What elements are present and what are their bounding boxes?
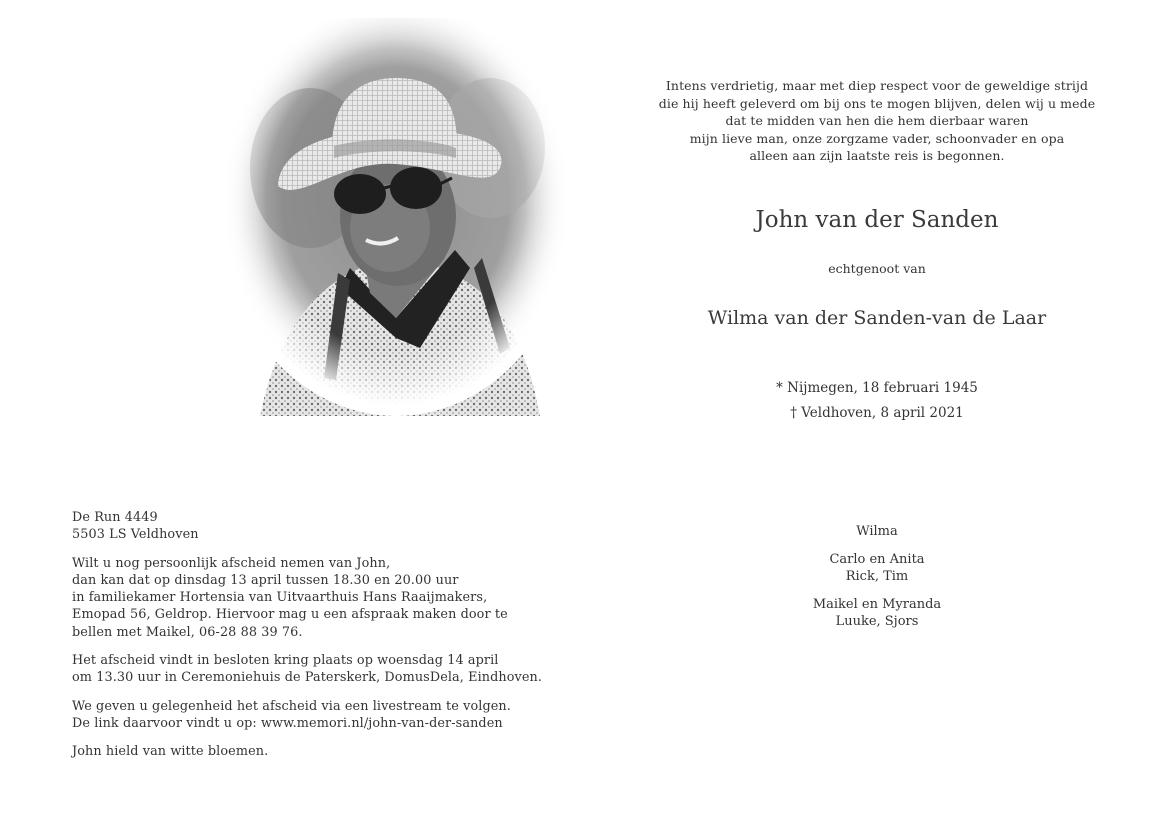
family-list	[630, 523, 1124, 641]
livestream-paragraph	[72, 698, 592, 733]
family-member: Rick, Tim	[845, 569, 909, 584]
intro-line: dat te midden van hen die hem dierbaar waren	[725, 113, 1029, 128]
visitation-paragraph	[72, 555, 592, 641]
family-member: Carlo en Anita	[829, 552, 925, 567]
family-member: Luuke, Sjors	[835, 614, 919, 629]
text-line: Wilt u nog persoonlijk afscheid nemen van John,	[72, 555, 391, 571]
portrait-photo	[220, 18, 572, 416]
text-line: We geven u gelegenheid het afscheid via een livestream te volgen.	[72, 698, 511, 714]
family-group	[630, 523, 1124, 540]
address-street: De Run 4449	[72, 510, 158, 525]
family-group	[630, 596, 1124, 630]
text-line: Het afscheid vindt in besloten kring plaats op woensdag 14 april	[72, 653, 499, 669]
family-member: Maikel en Myranda	[812, 597, 942, 612]
intro-line: mijn lieve man, onze zorgzame vader, schoonvader en opa	[689, 130, 1065, 146]
text-line: bellen met Maikel, 06-28 88 39 76.	[72, 624, 303, 640]
birth-date: * Nijmegen, 18 februari 1945	[776, 380, 978, 396]
text-line: om 13.30 uur in Ceremoniehuis de Paterskerk, DomusDela, Eindhoven.	[72, 670, 543, 686]
text-line: in familiekamer Hortensia van Uitvaarthuis Hans Raaijmakers,	[72, 590, 488, 606]
deceased-name: John van der Sanden	[755, 207, 999, 233]
text-line: John hield van witte bloemen.	[72, 744, 269, 760]
text-line: De link daarvoor vindt u op: www.memori.nl/john-van-der-sanden	[72, 715, 503, 731]
family-group	[630, 551, 1124, 585]
info-column	[72, 509, 592, 772]
death-date: † Veldhoven, 8 april 2021	[790, 405, 964, 421]
spouse-name: Wilma van der Sanden-van de Laar	[707, 307, 1047, 329]
spouse-label: echtgenoot van	[828, 261, 926, 276]
address-block	[72, 509, 592, 544]
text-line: Emopad 56, Geldrop. Hiervoor mag u een afspraak maken door te	[72, 607, 508, 623]
announcement-intro	[630, 77, 1124, 165]
intro-line: Intens verdrietig, maar met diep respect voor de geweldige strijd	[665, 78, 1089, 93]
family-member: Wilma	[856, 524, 898, 539]
ceremony-paragraph	[72, 652, 592, 687]
life-dates	[630, 376, 1124, 426]
flowers-paragraph	[72, 743, 592, 760]
address-city: 5503 LS Veldhoven	[72, 527, 199, 543]
intro-line: die hij heeft geleverd om bij ons te mogen blijven, delen wij u mede	[658, 95, 1096, 111]
text-line: dan kan dat op dinsdag 13 april tussen 18.30 en 20.00 uur	[72, 572, 459, 588]
intro-line: alleen aan zijn laatste reis is begonnen.	[749, 148, 1005, 163]
